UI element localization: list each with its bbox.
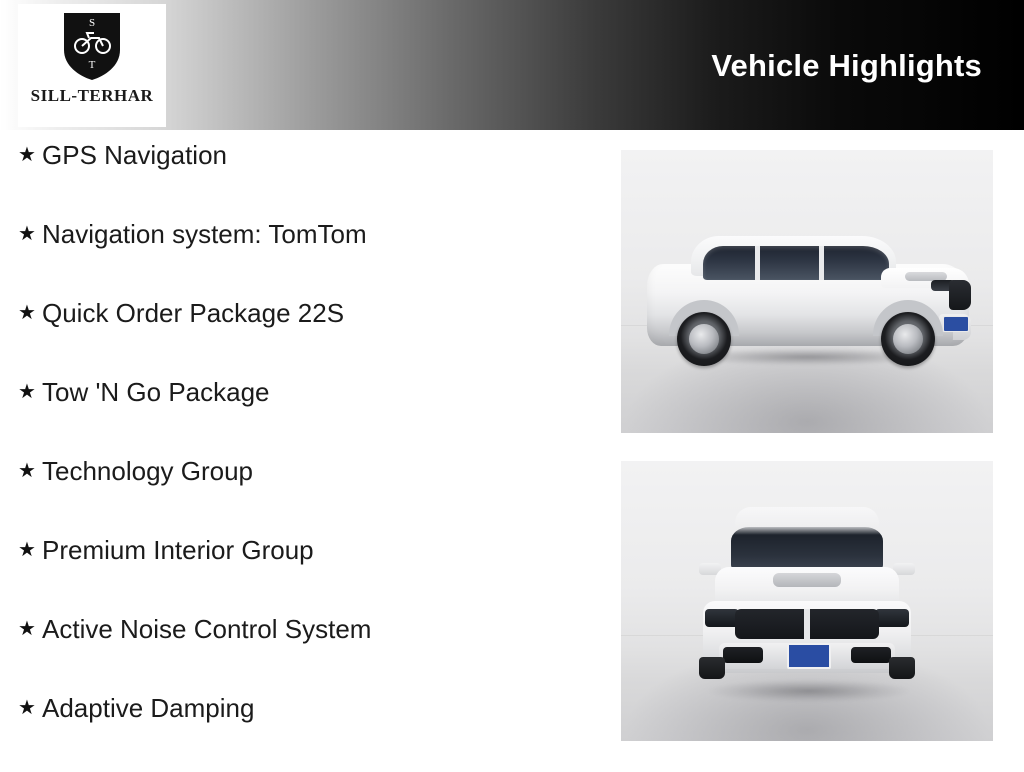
- vehicle-photo-front-view: [621, 461, 993, 741]
- svg-text:T: T: [88, 59, 96, 71]
- vehicle-photo-side-view: [621, 150, 993, 433]
- vehicle-side-glass: [703, 246, 889, 280]
- svg-text:S: S: [88, 17, 96, 29]
- dealer-license-plate: [943, 316, 969, 332]
- star-icon: ★: [18, 539, 36, 561]
- vehicle-wheel: [699, 657, 725, 679]
- list-item: [0, 140, 600, 219]
- vehicle-grille-divider: [804, 609, 810, 639]
- star-icon: ★: [18, 618, 36, 640]
- vehicle-bumper-vent: [723, 647, 763, 663]
- vehicle-wheel: [889, 657, 915, 679]
- vehicle-bumper-vent: [851, 647, 891, 663]
- list-item-label: Active Noise Control System: [42, 614, 372, 644]
- list-item: [0, 298, 600, 377]
- vehicle-wheel: [677, 312, 731, 366]
- star-icon: ★: [18, 460, 36, 482]
- star-icon: ★: [18, 381, 36, 403]
- list-item-label: GPS Navigation: [42, 140, 227, 170]
- list-item: [0, 693, 600, 772]
- dealer-logo: [18, 4, 166, 127]
- vehicle-headlamp: [875, 609, 909, 627]
- vehicle-wheel: [881, 312, 935, 366]
- star-icon: ★: [18, 697, 36, 719]
- star-icon: ★: [18, 223, 36, 245]
- vehicle-hood-scoop: [773, 573, 841, 587]
- list-item-label: Quick Order Package 22S: [42, 298, 345, 328]
- list-item-label: Adaptive Damping: [42, 693, 255, 723]
- list-item: [0, 614, 600, 693]
- page-header: [0, 0, 1024, 130]
- vehicle-shadow: [685, 677, 933, 705]
- list-item: [0, 377, 600, 456]
- vehicle-windshield: [731, 527, 883, 571]
- page-title: Vehicle Highlights: [711, 48, 982, 83]
- star-icon: ★: [18, 302, 36, 324]
- suv-side-illustration: [643, 228, 973, 378]
- vehicle-highlights-list: [0, 140, 600, 772]
- list-item-label: Technology Group: [42, 456, 254, 486]
- list-item: [0, 219, 600, 298]
- list-item-label: Premium Interior Group: [42, 535, 314, 565]
- list-item: [0, 456, 600, 535]
- dealer-logo-text: SILL-TERHAR: [30, 86, 154, 105]
- dealer-license-plate: [787, 643, 831, 669]
- vehicle-b-pillar: [755, 246, 760, 280]
- list-item-label: Tow 'N Go Package: [42, 377, 270, 407]
- suv-front-illustration: [691, 501, 923, 711]
- list-item: [0, 535, 600, 614]
- vehicle-grille: [949, 280, 971, 310]
- star-icon: ★: [18, 144, 36, 166]
- vehicle-c-pillar: [819, 246, 824, 280]
- vehicle-headlamp: [705, 609, 739, 627]
- shield-motorcycle-icon: [61, 10, 123, 82]
- list-item-label: Navigation system: TomTom: [42, 219, 367, 249]
